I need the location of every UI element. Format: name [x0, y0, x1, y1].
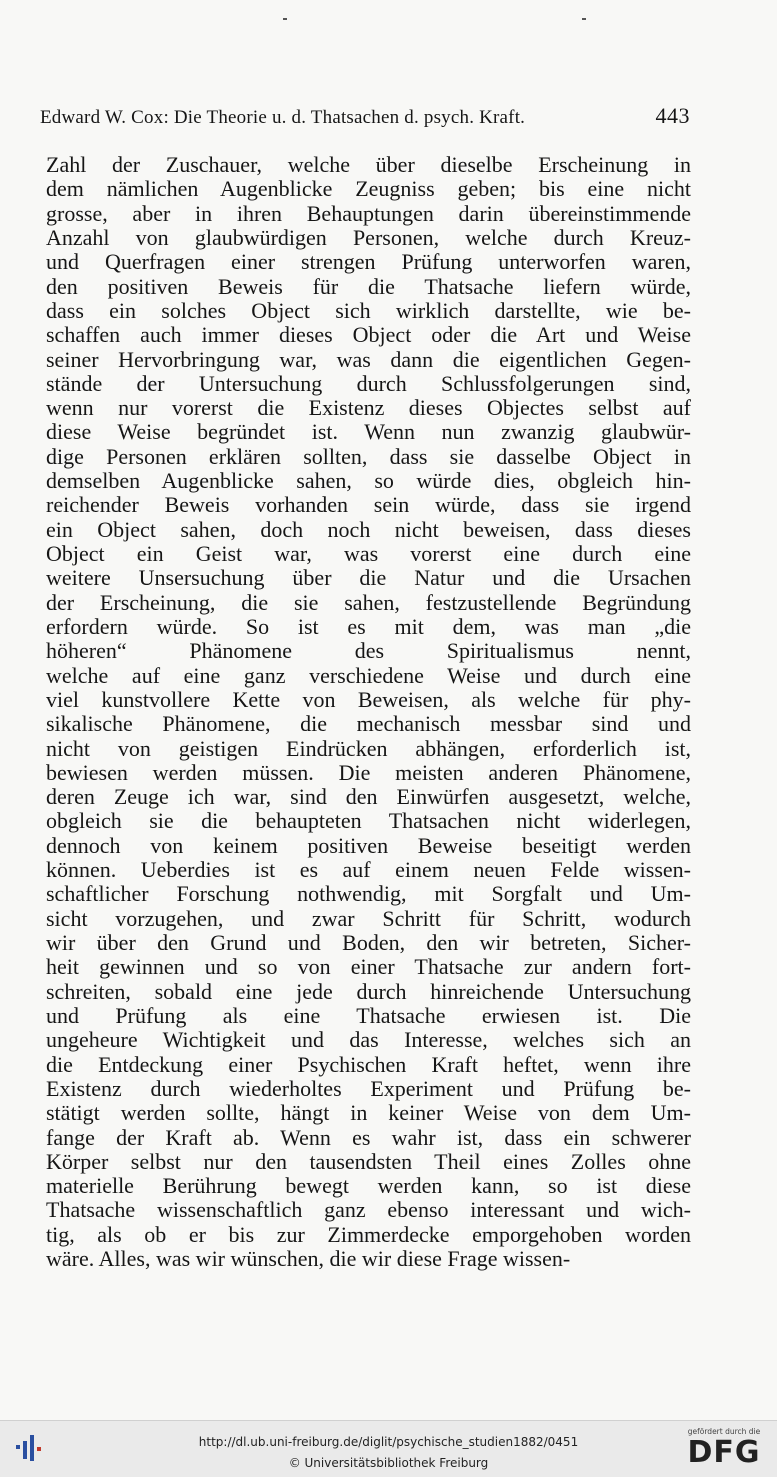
text-line: welche auf eine ganz verschiedene Weise und durch eine	[46, 663, 691, 688]
text-line: obgleich sie die behaupteten Thatsachen nicht widerlegen,	[46, 809, 691, 834]
text-line: und Prüfung als eine Thatsache erwiesen ist. Die	[46, 1003, 691, 1028]
text-line: können. Ueberdies ist es auf einem neuen Felde wissen-	[46, 858, 691, 883]
text-line: grosse, aber in ihren Behauptungen darin übereinstimmende	[46, 201, 691, 226]
text-line: sikalische Phänomene, die mechanisch messbar sind und	[46, 712, 691, 737]
text-line: erfordern würde. So ist es mit dem, was man „die	[46, 614, 691, 639]
dfg-mark: DFG	[687, 1435, 761, 1470]
running-head	[40, 103, 690, 129]
text-line: weitere Unsersuchung über die Natur und die Ursachen	[46, 566, 691, 591]
text-line: die Entdeckung einer Psychischen Kraft heftet, wenn ihre	[46, 1052, 691, 1077]
text-line: Zahl der Zuschauer, welche über dieselbe Erscheinung in	[46, 153, 691, 177]
text-line: wenn nur vorerst die Existenz dieses Objectes selbst auf	[46, 396, 691, 421]
text-line: ein Object sahen, doch noch nicht beweisen, dass dieses	[46, 517, 691, 542]
text-line: demselben Augenblicke sahen, so würde dies, obgleich hin-	[46, 469, 691, 494]
dfg-logo	[683, 1427, 765, 1473]
scan-mark	[283, 18, 287, 20]
text-line: bewiesen werden müssen. Die meisten anderen Phänomene,	[46, 760, 691, 785]
text-line: tig, als ob er bis zur Zimmerdecke emporgehoben worden	[46, 1222, 691, 1247]
scan-marks	[0, 14, 777, 24]
text-line: Körper selbst nur den tausendsten Theil eines Zolles ohne	[46, 1149, 691, 1174]
text-line: sicht vorzugehen, und zwar Schritt für Schritt, wodurch	[46, 906, 691, 931]
text-line: seiner Hervorbringung war, was dann die eigentlichen Gegen-	[46, 347, 691, 372]
text-line: diese Weise begründet ist. Wenn nun zwanzig glaubwür-	[46, 420, 691, 445]
dfg-caption: gefördert durch die	[687, 1427, 761, 1436]
text-line: dass ein solches Object sich wirklich darstellte, wie be-	[46, 298, 691, 323]
text-line: heit gewinnen und so von einer Thatsache zur andern fort-	[46, 955, 691, 980]
footer-bar	[0, 1420, 777, 1477]
text-line: nicht von geistigen Eindrücken abhängen, erforderlich ist,	[46, 736, 691, 761]
text-line: höheren“ Phänomene des Spiritualismus nennt,	[46, 639, 691, 664]
text-line: wir über den Grund und Boden, den wir betreten, Sicher-	[46, 931, 691, 955]
text-line: dige Personen erklären sollten, dass sie dasselbe Object in	[46, 444, 691, 469]
source-url[interactable]: http://dl.ub.uni-freiburg.de/diglit/psychische_studien1882/0451	[198, 1435, 579, 1449]
copyright-notice: © Universitätsbibliothek Freiburg	[288, 1456, 489, 1470]
text-line: und Querfragen einer strengen Prüfung unterworfen waren,	[46, 250, 691, 275]
text-line: Existenz durch wiederholtes Experiment und Prüfung be-	[46, 1076, 691, 1101]
scan-mark	[582, 18, 586, 20]
text-line: Thatsache wissenschaftlich ganz ebenso interessant und wich-	[46, 1198, 691, 1223]
text-line: dem nämlichen Augenblicke Zeugniss geben; bis eine nicht	[46, 177, 691, 202]
text-line: schreiten, sobald eine jede durch hinreichende Untersuchung	[46, 979, 691, 1004]
text-line: schaftlicher Forschung nothwendig, mit Sorgfalt und Um-	[46, 882, 691, 907]
text-line: stände der Untersuchung durch Schlussfolgerungen sind,	[46, 371, 691, 396]
text-line: schaffen auch immer dieses Object oder die Art und Weise	[46, 323, 691, 348]
text-line: reichender Beweis vorhanden sein würde, dass sie irgend	[46, 493, 691, 518]
text-line: Object ein Geist war, was vorerst eine durch eine	[46, 542, 691, 566]
text-line: der Erscheinung, die sie sahen, festzustellende Begründung	[46, 590, 691, 615]
text-line: dennoch von keinem positiven Beweise beseitigt werden	[46, 833, 691, 858]
text-line: materielle Berührung bewegt werden kann, so ist diese	[46, 1174, 691, 1199]
page-number: 443	[655, 103, 690, 128]
text-line: viel kunstvollere Kette von Beweisen, als welche für phy-	[46, 687, 691, 712]
text-line: stätigt werden sollte, hängt in keiner Weise von dem Um-	[46, 1101, 691, 1126]
text-line: Anzahl von glaubwürdigen Personen, welche durch Kreuz-	[46, 225, 691, 250]
text-line: fange der Kraft ab. Wenn es wahr ist, dass ein schwerer	[46, 1125, 691, 1150]
text-line: den positiven Beweis für die Thatsache liefern würde,	[46, 274, 691, 299]
body-text	[46, 153, 691, 1271]
running-title: Edward W. Cox: Die Theorie u. d. Thatsachen d. psych. Kraft.	[40, 107, 526, 128]
text-line: wäre. Alles, was wir wünschen, die wir diese Frage wissen-	[46, 1247, 571, 1272]
text-line: ungeheure Wichtigkeit und das Interesse, welches sich an	[46, 1028, 691, 1053]
text-line: deren Zeuge ich war, sind den Einwürfen ausgesetzt, welche,	[46, 785, 691, 810]
